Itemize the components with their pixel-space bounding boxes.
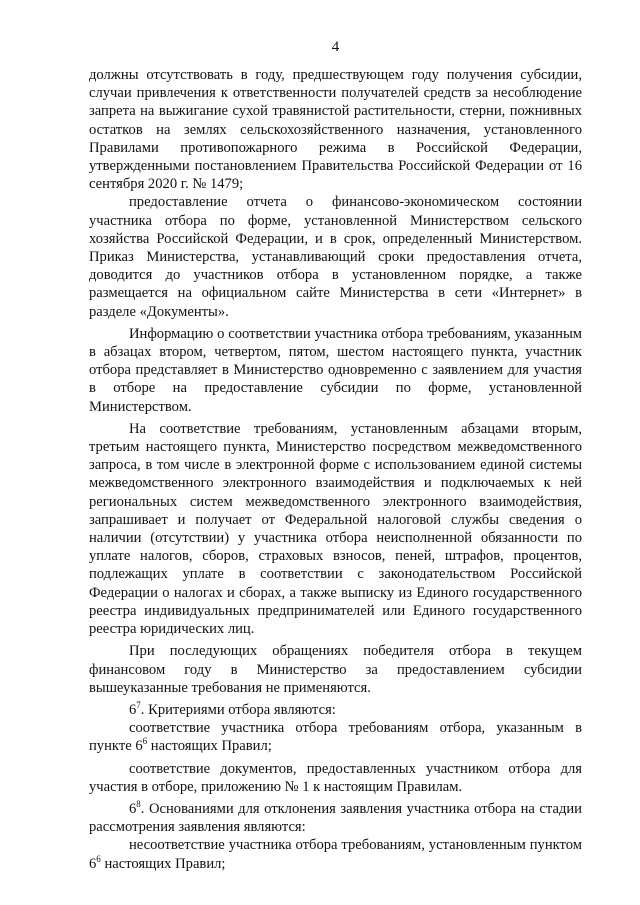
superscript: 7 [136,699,141,710]
paragraph-interagency-request: На соответствие требованиям, установленным абзацами вторым, третьим настоящего пункта, Министерство посредством межведомственного запроса, в том числе в электронной форме с использованием единой системы межведомственного электронного взаимодействия и подключаемых к ней региональных систем межведомственного электронного взаимодействия, запрашивает и получает от Федеральной налоговой службы сведения о наличии (отсутствии) у участника отбора неисполненной обязанности по уплате налогов, сборов, страховых взносов, пеней, штрафов, процентов, подлежащих уплате в соответствии с законодательством Российской Федерации о налогах и сборах, а также выписку из Единого государственного реестра индивидуальных предпринимателей или Единого государственного реестра юридических лиц. [89,420,582,638]
paragraph-rejection-grounds: $6^8$. Основаниями для отклонения заявления участника отбора на стадии рассмотрения заявления являются: [89,798,582,836]
paragraph-compliance-information: Информацию о соответствии участника отбора требованиям, указанным в абзацах втором, четвертом, пятом, шестом настоящего пункта, участник отбора представляет в Министерство одновременно с заявлением для участия в отборе на предоставление субсидии по форме, установленной Министерством. [89,325,582,415]
superscript: 6 [96,853,101,864]
paragraph-repeat-applications: При последующих обращениях победителя отбора в текущем финансовом году в Министерство за предоставлением субсидии вышеуказанные требования не применяются. [89,643,582,696]
superscript: 8 [136,798,141,809]
paragraph-rejection-noncompliance: несоответствие участника отбора требованиям, установленным пунктом $6^6$ настоящих Правил; [89,837,582,872]
paragraph-criterion-documents: соответствие документов, предоставленных участником отбора для участия в отборе, приложению № 1 к настоящим Правилам. [89,760,582,795]
page-number: 4 [331,39,340,55]
superscript: 6 [142,736,148,747]
paragraph-criterion-requirements: соответствие участника отбора требованиям отбора, указанным в пункте $6^6$ настоящих Правил; [89,720,582,755]
paragraph-fire-safety-requirement: должны отсутствовать в году, предшествующем году получения субсидии, случаи привлечения к ответственности получателей средств за несоблюдение запрета на выжигание сухой травянистой растительности, стерни, пожнивных остатков на землях сельскохозяйственного назначения, установленного Правилами противопожарного режима в Российской Федерации, утвержденными постановлением Правительства Российской Федерации от 16 сентября 2020 г. № 1479; [89,67,582,193]
document-body [89,66,582,873]
paragraph-financial-report: предоставление отчета о финансово-экономическом состоянии участника отбора по форме, установленной Министерством сельского хозяйства Российской Федерации, и в срок, определенный Министерством. Приказ Министерства, устанавливающий сроки предоставления отчета, доводится до участников отбора в установленном порядке, а также размещается на официальном сайте Министерства в сети «Интернет» в разделе «Документы». [89,194,582,320]
paragraph-selection-criteria: $6^7$. Критериями отбора являются: [129,699,336,718]
